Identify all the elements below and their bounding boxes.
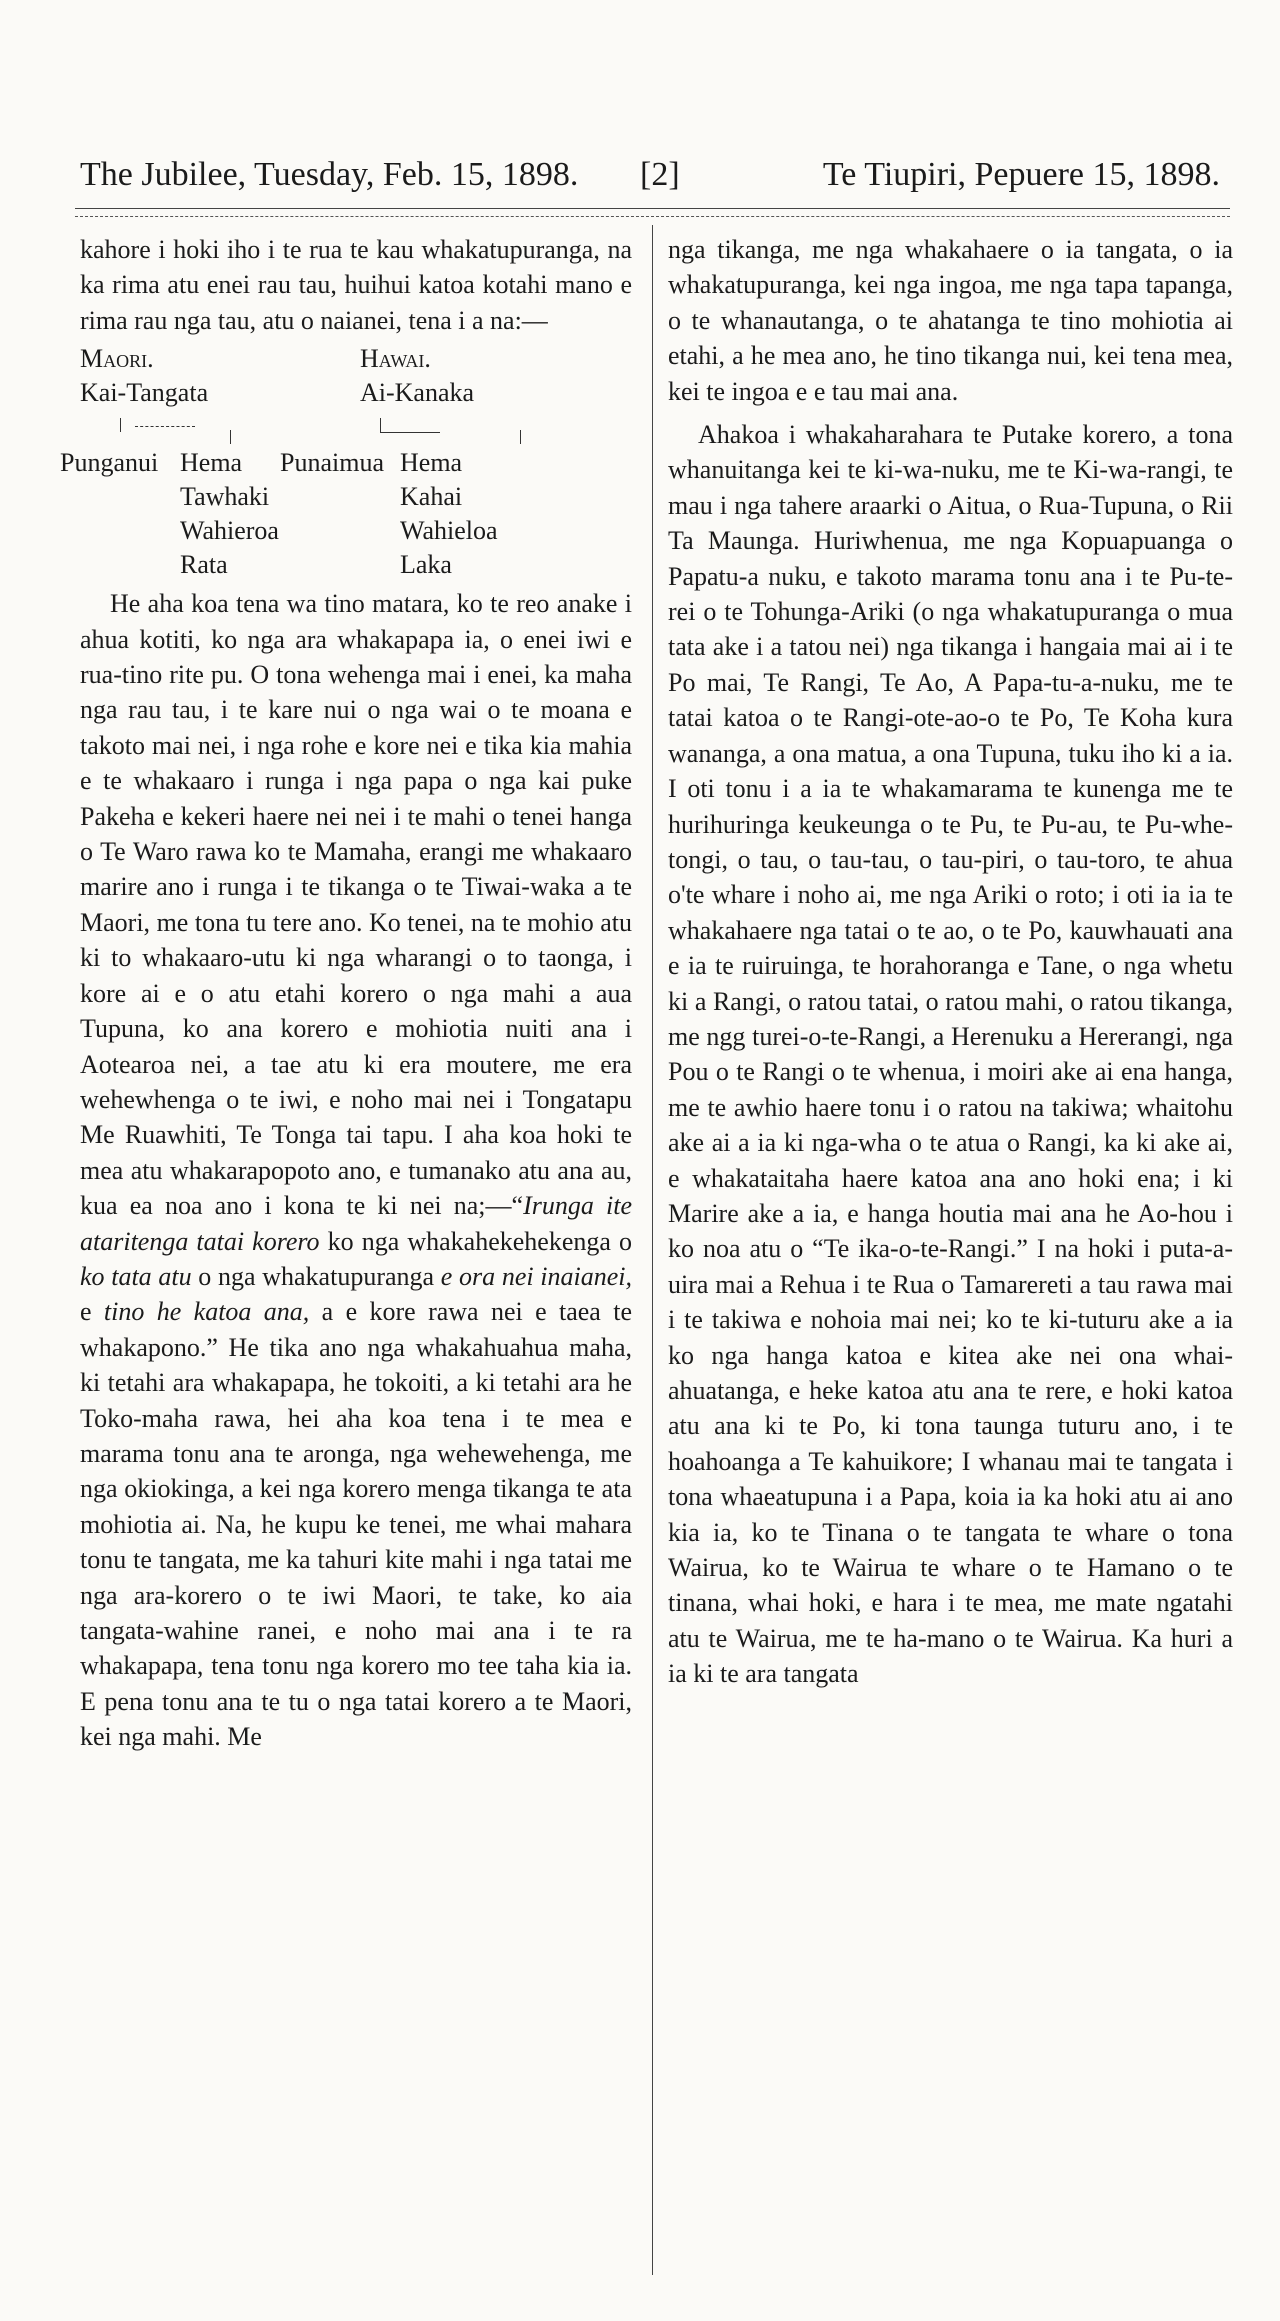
left-column xyxy=(60,232,632,1755)
para1-part-a: He aha koa tena wa tino matara, ko te reo anake i ahua kotiti, ko nga ara whakapapa ia, o enei iwi e rua-tino rite pu. O tona wehenga mai i enei, ka maha nga rau tau, i te kare nui o nga wai o te moana e takoto mai nei, i nga rohe e kore nei e tika kia mahia e te whakaaro i runga i nga papa o nga kai puke Pakeha e kekeri haere nei nei i te mahi o tenei hanga o Te Waro rawa ko te Mamaha, erangi me whakaaro marire ano i runga i te tikanga o te Tiwai-waka a te Maori, me tona tu tere ano. Ko tenei, na te mohio atu ki to whakaaro-utu ki nga wharangi o to taonga, i kore ai e o atu etahi korero o nga mahi a aua Tupuna, ko ana korero e mohiotia nuiti ana i Aotearoa nei, a tae atu ki era moutere, me era wehewhenga o te iwi, e noho mai nei i Tongatapu Me Ruawhiti, Te Tonga tai tapu. I aha koa hoki te mea atu whakarapopoto ano, e tumanako atu ana au, kua ea noa ano i kona te ki nei na;—“ xyxy=(80,589,632,1221)
page-number: [2] xyxy=(640,156,680,193)
header-english-date: The Jubilee, Tuesday, Feb. 15, 1898. xyxy=(80,156,579,193)
maori-desc-1: Tawhaki xyxy=(180,482,270,512)
right-intro-paragraph: nga tikanga, me nga whakahaere o ia tangata, o ia whakatupuranga, kei nga ingoa, me nga tapa tapanga, o te whanautanga, o te ahatanga te tino mohiotia ai etahi, a he mea ano, he tino tikanga nui, kei tena mea, kei te ingoa e e tau mai ana. xyxy=(668,235,1233,406)
para1-part-b: ko nga whakahekehekenga o xyxy=(319,1226,632,1256)
hawaii-heading: Hawai. xyxy=(360,344,431,374)
header-maori-date: Te Tiupiri, Pepuere 15, 1898. xyxy=(822,156,1220,193)
hawaii-desc-1: Kahai xyxy=(400,482,463,512)
right-column xyxy=(668,232,1233,1692)
para1-part-d: e xyxy=(80,1297,104,1327)
maori-branch-hema: Hema xyxy=(180,448,243,478)
right-main-paragraph: Ahakoa i whakaharahara te Putake korero, a tona whanuitanga kei te ki-wa-nuku, me te Ki-wa-rangi, te mau i nga tahere araarki o Aitua, o Rua-Tupuna, o Rii Ta Maunga. Huriwhenua, me nga Kopuapuanga o Papatu-a nuku, e takoto marama tonu ana i te Pu-te-rei o te Tohunga-Ariki (o nga whakatupuranga o mua tata ake i a tatou nei) nga tikanga i hangaia mai ai i te Po mai, Te Rangi, Te Ao, A Papa-tu-a-nuku, me te tatai katoa o te Rangi-ote-ao-o te Po, Te Koha kura wananga, a ona matua, a ona Tupuna, tuku iho ki a ia. I oti tonu i a ia te whakamarama te kunenga me te hurihuringa keukeunga o te Pu, te Pu-au, te Pu-whe-tongi, o tau, o tau-tau, o tau-piri, o tau-toro, te ahua o'te whare i noho ai, me nga Ariki o roto; i oti ia ia te whakahaere nga tatai o te ao, o te Po, kauwhauati ana e ia te ruiruinga, te horahoranga e Tane, o nga whetu ki a Rangi, o ratou tatai, o ratou mahi, o ratou tikanga, me ngg turei-o-te-Rangi, a Herenuku a Hererangi, nga Pou o te Rangi o te whenua, i moiri ake ai ena hanga, me te awhio haere tonu i o ratou na takiwa; whaitohu ake ai a ia ki nga-wha o te atua o Rangi, ka ki ake ai, e whakataitaha haere katoa ana ano hoki ena; i ki Marire ake a ia, e hanga houtia mai ana he Ao-hou i ko noa atu o “Te ika-o-te-Rangi.” I na hoki i puta-a-uira mai a Rehua i te Rua o Tamarereti a tau rawa mai i te takiwa e nohoia mai nei; ko te ki-tuturu ake a ia ko nga hanga katoa e kitea ake nei ona whai-ahuatanga, e heke katoa atu ana te rere, e hoki katoa atu ana ki te Po, ki tona taunga tuturu ano, i te hoahoanga a Te kahuikore; I whanau mai te tangata i tona whaeatupuna i a Papa, koia ia ka hoki atu ai ano kia ia, ko te Tinana o te tangata te whare o tona Wairua, ko te Wairua te whare o te Hamano o te tinana, whai hoki, e hara i te mea, me mate ngatahi atu te Wairua, me te ha-mano o te Wairua. Ka huri a ia ki te ara tangata xyxy=(668,420,1233,1689)
left-intro-paragraph: kahore i hoki iho i te rua te kau whakatupuranga, na ka rima atu enei rau tau, huihui katoa kotahi mano e rima rau nga tau, atu o naianei, tena i a na:— xyxy=(80,235,632,335)
hawaii-connector-line xyxy=(380,432,440,433)
genealogy-table xyxy=(60,342,632,580)
maori-root: Kai-Tangata xyxy=(80,378,209,408)
maori-heading: Maori. xyxy=(80,344,154,374)
header-rule xyxy=(75,208,1230,209)
hawaii-desc-2: Wahieloa xyxy=(400,516,498,546)
quote-e-ora-nei: e ora nei inaianei, xyxy=(440,1261,632,1291)
quote-tino-he-katoa: tino he katoa ana, xyxy=(103,1297,310,1327)
left-main-paragraph xyxy=(80,586,632,1754)
page-header xyxy=(80,150,1220,200)
hawaii-connector-right xyxy=(520,430,521,444)
hawaii-connector-left xyxy=(380,418,381,432)
para1-part-c: o nga whakatupuranga xyxy=(191,1261,441,1291)
maori-connector-line xyxy=(135,426,195,427)
hawaii-desc-3: Laka xyxy=(400,550,452,580)
hawaii-branch-punaimua: Punaimua xyxy=(280,448,384,478)
column-divider xyxy=(652,225,653,2275)
quote-ko-tata-atu: ko tata atu xyxy=(80,1261,192,1291)
para1-part-e: a e kore rawa nei e taea te whakapono.” He tika ano nga whakahuahua maha, ki tetahi ara whakapapa, he tokoiti, a ki tetahi ara he Toko-maha rawa, hei aha koa tena i te mea e marama tonu ana te aronga, nga wehewehenga, me nga okiokinga, a kei nga korero menga tikanga te ata mohiotia ai. Na, he kupu ke tenei, me whai mahara tonu te tangata, me ka tahuri kite mahi i nga tatai me nga ara-korero o te iwi Maori, te take, ko aia tangata-wahine ranei, e noho mai ana i te ra whakapapa, tena tonu nga korero mo tee taha kia ia. E pena tonu ana te tu o nga tatai korero a te Maori, kei nga mahi. Me xyxy=(80,1297,632,1752)
hawaii-branch-hema: Hema xyxy=(400,448,463,478)
maori-branch-punganui: Punganui xyxy=(60,448,159,478)
hawaii-root: Ai-Kanaka xyxy=(360,378,475,408)
maori-desc-3: Rata xyxy=(180,550,228,580)
maori-connector-right xyxy=(230,430,231,444)
quote-irunga: Irunga ite ataritenga tatai korero xyxy=(80,1191,632,1256)
maori-desc-2: Wahieroa xyxy=(180,516,279,546)
header-dashed-rule xyxy=(75,216,1230,217)
maori-connector-left xyxy=(120,418,121,432)
